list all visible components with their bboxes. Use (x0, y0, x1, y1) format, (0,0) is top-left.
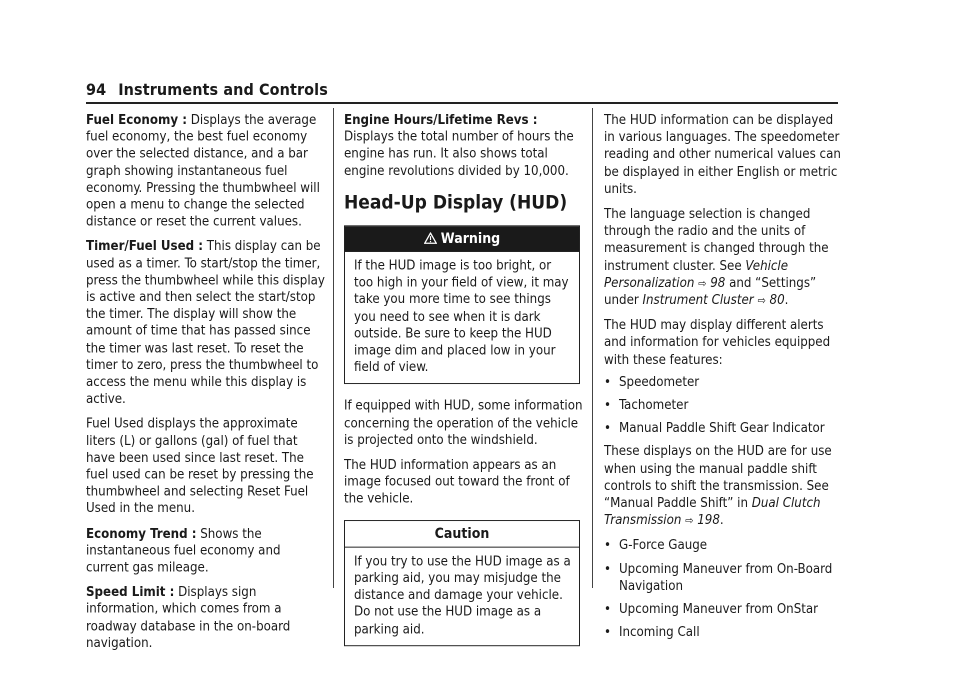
bullet-icon: • (604, 398, 611, 414)
column-1 (86, 112, 326, 660)
hud-paragraph-1: If equipped with HUD, some information concerning the operation of the vehicle is projected onto the windshield. (344, 399, 583, 448)
dual-clutch-link[interactable]: Dual Clutch Transmission (604, 496, 821, 529)
list-item (604, 624, 842, 641)
hud-paragraph-2: The HUD information appears as an image focused out toward the front of the vehicle. (344, 457, 570, 507)
section-title: Instruments and Controls (118, 80, 328, 99)
bullet-icon: • (604, 538, 611, 554)
page-number: 94 (86, 80, 107, 99)
bullet-icon: • (604, 625, 611, 641)
list-item (604, 374, 842, 391)
column-divider-2 (592, 108, 593, 588)
features-list-continued (604, 537, 842, 641)
section-heading-hud: Head-Up Display (HUD) (344, 191, 568, 214)
list-item-label: Manual Paddle Shift Gear Indicator (619, 421, 825, 437)
column-divider-1 (333, 108, 334, 588)
speed-limit-text: Displays sign information, which comes from a roadway database in the on-board navigation. (86, 585, 291, 652)
page-header (86, 80, 328, 99)
economy-trend-text: Shows the instantaneous fuel economy and current gas mileage. (86, 526, 281, 576)
warning-triangle-icon (424, 231, 437, 248)
list-item (604, 420, 842, 437)
list-item-label: G-Force Gauge (619, 538, 708, 554)
features-list (604, 374, 842, 438)
dual-clutch-page[interactable]: 198 (697, 513, 720, 529)
list-item-label: Speedometer (619, 374, 700, 390)
list-item (604, 537, 842, 554)
economy-trend-label: Economy Trend : (86, 526, 197, 542)
fuel-economy-text: Displays the average fuel economy, the best fuel economy over the selected distance, and a bar graph showing instantaneous fuel economy. Pressing the thumbwheel will open a menu to change the selected distance or reset the current values. (86, 112, 320, 230)
column-2 (344, 112, 584, 660)
page-ref-arrow-icon: ⇨ (685, 514, 694, 528)
period: . (784, 293, 789, 309)
caution-title: Caution (345, 521, 579, 548)
language-selection-paragraph (604, 206, 842, 309)
speed-limit-paragraph (86, 584, 326, 652)
bullet-icon: • (604, 421, 611, 437)
list-item-label: Incoming Call (619, 625, 700, 641)
bullet-icon: • (604, 602, 611, 618)
bullet-icon: • (604, 561, 611, 577)
fuel-used-paragraph: Fuel Used displays the approximate liters (L) or gallons (gal) of fuel that have been used since last reset. The fuel used can be reset by pressing the thumbwheel and selecting Reset Fuel Used in the menu. (86, 417, 314, 517)
list-item (604, 397, 842, 414)
timer-paragraph (86, 239, 326, 409)
list-item (604, 601, 842, 618)
page-ref-arrow-icon: ⇨ (698, 276, 707, 290)
list-item (604, 561, 842, 595)
timer-text: This display can be used as a timer. To start/stop the timer, press the thumbwheel while this display is active and then select the start/stop the timer. The display will show the amount of time that has passed since the timer was last reset. To reset the timer to zero, press the thumbwheel to access the menu while this display is active. (86, 239, 325, 407)
engine-hours-label: Engine Hours/Lifetime Revs : (344, 112, 538, 128)
language-selection-text: The language selection is changed through the radio and the units of measurement is changed through the instrument cluster. See (604, 207, 829, 274)
features-intro-paragraph: The HUD may display different alerts and information for vehicles equipped with these features: (604, 318, 831, 368)
timer-label: Timer/Fuel Used : (86, 239, 204, 255)
speed-limit-label: Speed Limit : (86, 585, 175, 601)
fuel-economy-paragraph (86, 112, 326, 231)
paddle-shift-paragraph (604, 443, 842, 529)
settings-text: and “Settings” under (604, 275, 817, 309)
list-item-label: Upcoming Maneuver from OnStar (619, 602, 819, 618)
engine-hours-text: Displays the total number of hours the engine has run. It also shows total engine revolutions divided by 10,000. (344, 129, 574, 179)
languages-paragraph: The HUD information can be displayed in various languages. The speedometer reading and other numerical values can be displayed in either English or metric units. (604, 113, 841, 197)
vehicle-personalization-link[interactable]: Vehicle Personalization (604, 258, 789, 291)
list-item-label: Tachometer (619, 398, 689, 414)
warning-box (344, 225, 580, 384)
instrument-cluster-link[interactable]: Instrument Cluster (642, 293, 754, 309)
engine-hours-paragraph (344, 112, 584, 180)
vehicle-personalization-page[interactable]: 98 (710, 275, 726, 291)
period: . (719, 513, 724, 529)
fuel-economy-label: Fuel Economy : (86, 112, 187, 128)
caution-box (344, 520, 580, 646)
paddle-shift-text: These displays on the HUD are for use when using the manual paddle shift controls to shift the transmission. See “Manual Paddle Shift” in (604, 444, 832, 512)
page-ref-arrow-icon: ⇨ (757, 294, 766, 308)
caution-text: If you try to use the HUD image as a parking aid, you may misjudge the distance and damage your vehicle. Do not use the HUD image as a parking aid. (354, 554, 571, 638)
instrument-cluster-page[interactable]: 80 (769, 293, 785, 309)
warning-title: Warning (440, 231, 501, 247)
column-3 (604, 112, 842, 647)
list-item-label: Upcoming Maneuver from On-Board Navigation (619, 561, 833, 594)
header-rule (86, 102, 838, 104)
bullet-icon: • (604, 374, 611, 390)
economy-trend-paragraph (86, 526, 326, 577)
warning-header (345, 226, 579, 252)
warning-text: If the HUD image is too bright, or too high in your field of view, it may take you more time to see things you need to see when it is dark outside. Be sure to keep the HUD image dim and placed low in your field of view. (354, 258, 569, 376)
